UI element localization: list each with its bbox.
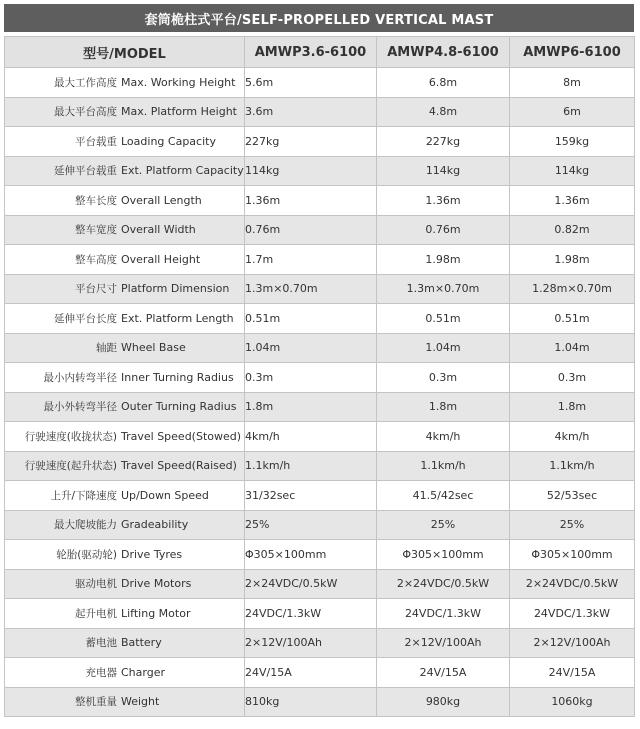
table-row — [5, 97, 635, 127]
parameter-name-cn: 整车长度 — [75, 194, 117, 207]
value-cell: 24VDC/1.3kW — [377, 599, 510, 629]
value-cell: 2×12V/100Ah — [510, 628, 635, 658]
parameter-name-en: Wheel Base — [121, 341, 186, 355]
parameter-name-en: Travel Speed(Raised) — [121, 459, 237, 473]
value-cell: 2×24VDC/0.5kW — [377, 569, 510, 599]
value-cell: 1.36m — [377, 186, 510, 216]
value-cell: Φ305×100mm — [245, 540, 377, 570]
value-cell: 24V/15A — [245, 658, 377, 688]
parameter-name-en: Platform Dimension — [121, 282, 230, 296]
value-cell: 1.36m — [245, 186, 377, 216]
value-cell: 31/32sec — [245, 481, 377, 511]
value-cell: 2×12V/100Ah — [377, 628, 510, 658]
table-row — [5, 127, 635, 157]
table-row — [5, 628, 635, 658]
value-cell: 0.82m — [510, 215, 635, 245]
table-row — [5, 599, 635, 629]
parameter-cell — [5, 599, 245, 629]
parameter-name-en: Drive Motors — [121, 577, 192, 591]
parameter-name-en: Max. Platform Height — [121, 105, 237, 119]
table-row — [5, 186, 635, 216]
value-cell: 0.76m — [377, 215, 510, 245]
parameter-name-cn: 整车宽度 — [75, 224, 117, 237]
parameter-name-cn: 整车高度 — [75, 253, 117, 266]
parameter-name-cn: 蓄电池 — [85, 637, 117, 650]
value-cell: 52/53sec — [510, 481, 635, 511]
table-row — [5, 481, 635, 511]
parameter-name-cn: 轴距 — [96, 342, 117, 355]
parameter-cell — [5, 333, 245, 363]
parameter-name-cn: 延伸平台载重 — [54, 165, 117, 178]
parameter-cell — [5, 274, 245, 304]
value-cell: 1.98m — [377, 245, 510, 275]
parameter-name-en: Up/Down Speed — [121, 488, 209, 502]
parameter-cell — [5, 363, 245, 393]
table-row — [5, 215, 635, 245]
value-cell: Φ305×100mm — [510, 540, 635, 570]
table-row — [5, 68, 635, 98]
parameter-name-cn: 轮胎(驱动轮) — [56, 548, 117, 561]
value-cell: 159kg — [510, 127, 635, 157]
parameter-name-en: Ext. Platform Capacity — [121, 164, 244, 178]
parameter-name-en: Max. Working Height — [121, 75, 236, 89]
value-cell: 4.8m — [377, 97, 510, 127]
parameter-name-cn: 驱动电机 — [75, 578, 117, 591]
table-row — [5, 274, 635, 304]
table-row — [5, 363, 635, 393]
parameter-cell — [5, 304, 245, 334]
parameter-cell — [5, 215, 245, 245]
model-column-header: AMWP4.8-6100 — [377, 37, 510, 68]
value-cell: 0.3m — [245, 363, 377, 393]
table-row — [5, 451, 635, 481]
value-cell: 0.51m — [510, 304, 635, 334]
table-row — [5, 510, 635, 540]
parameter-name-en: Gradeability — [121, 518, 189, 532]
value-cell: 24VDC/1.3kW — [510, 599, 635, 629]
parameter-name-cn: 最小内转弯半径 — [43, 371, 117, 384]
table-row — [5, 687, 635, 717]
parameter-name-en: Outer Turning Radius — [121, 400, 237, 414]
table-row — [5, 540, 635, 570]
value-cell: 2×24VDC/0.5kW — [245, 569, 377, 599]
value-cell: 24V/15A — [377, 658, 510, 688]
parameter-name-cn: 最大爬坡能力 — [54, 519, 117, 532]
value-cell: 0.3m — [510, 363, 635, 393]
value-cell: 25% — [245, 510, 377, 540]
value-cell: 25% — [377, 510, 510, 540]
value-cell: 810kg — [245, 687, 377, 717]
value-cell: 114kg — [510, 156, 635, 186]
value-cell: 1.8m — [377, 392, 510, 422]
value-cell: 1.36m — [510, 186, 635, 216]
parameter-name-en: Inner Turning Radius — [121, 370, 234, 384]
parameter-name-cn: 整机重量 — [75, 696, 117, 709]
value-cell: 6.8m — [377, 68, 510, 98]
table-row — [5, 333, 635, 363]
value-cell: 1.3m×0.70m — [245, 274, 377, 304]
parameter-cell — [5, 245, 245, 275]
parameter-name-cn: 平台尺寸 — [75, 283, 117, 296]
value-cell: 24V/15A — [510, 658, 635, 688]
parameter-name-en: Ext. Platform Length — [121, 311, 234, 325]
value-cell: 4km/h — [245, 422, 377, 452]
parameter-name-en: Overall Length — [121, 193, 202, 207]
parameter-cell — [5, 658, 245, 688]
table-row — [5, 392, 635, 422]
value-cell: 1.04m — [245, 333, 377, 363]
parameter-name-en: Battery — [121, 636, 162, 650]
model-column-header: AMWP6-6100 — [510, 37, 635, 68]
parameter-name-en: Drive Tyres — [121, 547, 183, 561]
value-cell: 114kg — [245, 156, 377, 186]
parameter-cell — [5, 687, 245, 717]
value-cell: 1.04m — [510, 333, 635, 363]
parameter-name-en: Loading Capacity — [121, 134, 216, 148]
value-cell: 1.1km/h — [377, 451, 510, 481]
parameter-cell — [5, 569, 245, 599]
value-cell: 1.1km/h — [245, 451, 377, 481]
value-cell: 3.6m — [245, 97, 377, 127]
parameter-name-cn: 平台载重 — [75, 135, 117, 148]
value-cell: 0.76m — [245, 215, 377, 245]
parameter-name-cn: 行驶速度(起升状态) — [24, 460, 117, 473]
parameter-name-en: Weight — [121, 695, 160, 709]
spec-table-body — [5, 68, 635, 717]
table-row — [5, 422, 635, 452]
table-row — [5, 156, 635, 186]
value-cell: 4km/h — [510, 422, 635, 452]
value-cell: 0.51m — [245, 304, 377, 334]
parameter-cell — [5, 510, 245, 540]
parameter-cell — [5, 156, 245, 186]
value-cell: 8m — [510, 68, 635, 98]
parameter-name-cn: 最大平台高度 — [54, 106, 117, 119]
parameter-cell — [5, 97, 245, 127]
value-cell: 1.98m — [510, 245, 635, 275]
parameter-cell — [5, 481, 245, 511]
value-cell: 24VDC/1.3kW — [245, 599, 377, 629]
value-cell: 25% — [510, 510, 635, 540]
value-cell: 4km/h — [377, 422, 510, 452]
value-cell: 1.04m — [377, 333, 510, 363]
parameter-cell — [5, 628, 245, 658]
value-cell: 41.5/42sec — [377, 481, 510, 511]
parameter-name-cn: 延伸平台长度 — [54, 312, 117, 325]
value-cell: 1.8m — [245, 392, 377, 422]
parameter-name-cn: 行驶速度(收拢状态) — [24, 430, 117, 443]
value-cell: 5.6m — [245, 68, 377, 98]
value-cell: 6m — [510, 97, 635, 127]
value-cell: 227kg — [377, 127, 510, 157]
parameter-cell — [5, 68, 245, 98]
table-row — [5, 245, 635, 275]
parameter-name-en: Lifting Motor — [121, 606, 191, 620]
value-cell: 980kg — [377, 687, 510, 717]
parameter-name-cn: 充电器 — [85, 666, 117, 679]
parameter-name-en: Travel Speed(Stowed) — [121, 429, 242, 443]
value-cell: 1.7m — [245, 245, 377, 275]
spec-table — [4, 36, 635, 717]
value-cell: 1.1km/h — [510, 451, 635, 481]
parameter-cell — [5, 127, 245, 157]
value-cell: 114kg — [377, 156, 510, 186]
value-cell: 1.3m×0.70m — [377, 274, 510, 304]
value-cell: 1060kg — [510, 687, 635, 717]
value-cell: Φ305×100mm — [377, 540, 510, 570]
table-row — [5, 569, 635, 599]
parameter-cell — [5, 186, 245, 216]
parameter-cell — [5, 540, 245, 570]
table-row — [5, 658, 635, 688]
parameter-name-cn: 最小外转弯半径 — [43, 401, 117, 414]
value-cell: 0.3m — [377, 363, 510, 393]
value-cell: 1.8m — [510, 392, 635, 422]
parameter-name-en: Overall Height — [121, 252, 201, 266]
parameter-name-cn: 上升/下降速度 — [50, 489, 117, 502]
value-cell: 2×12V/100Ah — [245, 628, 377, 658]
parameter-cell — [5, 422, 245, 452]
table-row — [5, 304, 635, 334]
parameter-cell — [5, 392, 245, 422]
model-column-header: AMWP3.6-6100 — [245, 37, 377, 68]
parameter-name-en: Overall Width — [121, 223, 196, 237]
header-row — [5, 37, 635, 68]
model-header-label: 型号/MODEL — [5, 37, 245, 68]
value-cell: 0.51m — [377, 304, 510, 334]
value-cell: 227kg — [245, 127, 377, 157]
value-cell: 1.28m×0.70m — [510, 274, 635, 304]
parameter-name-en: Charger — [121, 665, 165, 679]
value-cell: 2×24VDC/0.5kW — [510, 569, 635, 599]
parameter-name-cn: 最大工作高度 — [54, 76, 117, 89]
parameter-cell — [5, 451, 245, 481]
table-title: 套筒桅柱式平台/SELF-PROPELLED VERTICAL MAST — [4, 4, 634, 32]
parameter-name-cn: 起升电机 — [75, 607, 117, 620]
